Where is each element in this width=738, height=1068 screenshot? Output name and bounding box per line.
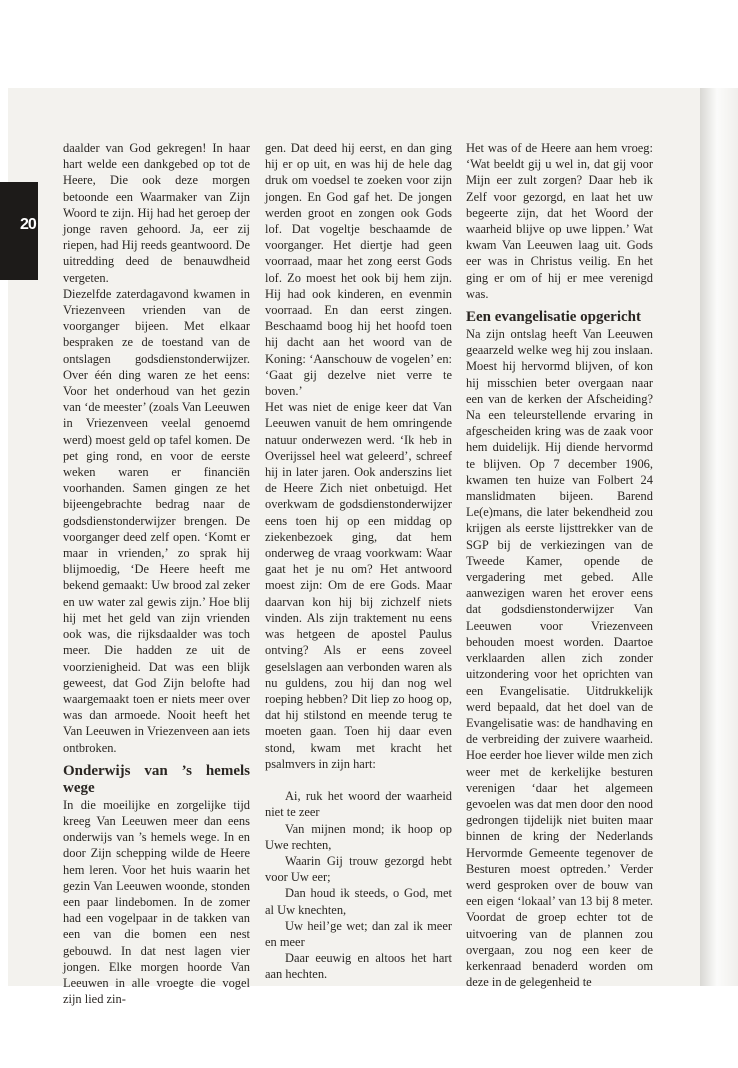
paragraph: Diezelfde zaterdagavond kwamen in Vriezenveen vrienden van de voorganger bijeen. Met elkaar bespraken ze de toestand van de ontslagen godsdienstonderwijzer. Over één ding waren ze het eens: Voor het onderhoud van het gezin van ‘de meester’ (zoals Van Leeuwen in Vriezenveen veelal genoemd werd) moest geld op tafel komen. De pet ging rond, en voor de eerste weken waren er financiën voorhanden. Samen gingen ze het bijeengebrachte bedrag naar de godsdienstonderwijzer brengen. De voorganger deed zelf open. ‘Komt er maar in vrienden,’ zo sprak hij blijmoedig, ‘De Heere heeft me bekend gemaakt: Uw brood zal zeker en uw water zal gewis zijn.’ Hoe blij hij met het geld van zijn vrienden ook was, die rijksdaalder was toch meer. Die hadden ze uit de voorzienigheid. Dat was een blijk geweest, dat God Zijn belofte had waargemaakt toen er niets meer over was dan armoede. Nooit heeft het Van Leeuwen in Vriezenveen aan iets ontbroken. (63, 286, 250, 755)
page-number: 20 (20, 216, 36, 233)
spacer (265, 772, 452, 788)
psalm-verse-line: Waarin Gij trouw gezorgd hebt voor Uw eer; (265, 853, 452, 885)
text-column-1 (63, 140, 250, 1007)
paragraph: daalder van God gekregen! In haar hart welde een dankgebed op tot de Heere, Die ook deze morgen betoonde een Waarmaker van Zijn Woord te zijn. Hij had het geroep der jonge raven gehoord. Ja, eer zij riepen, had Hij reeds geantwoord. De uitredding deed de benauwdheid vergeten. (63, 141, 250, 285)
paragraph: gen. Dat deed hij eerst, en dan ging hij er op uit, en was hij de hele dag druk om voedsel te zoeken voor zijn jongen. En God gaf het. De jongen werden groot en zongen ook Gods lof. Dat vogeltje beschaamde de voorganger. Het diertje had geen voorraad, maar het zong eerst Gods lof. Zo moest het ook bij hem zijn. Hij had ook kinderen, en evenmin voorraad. En dan eerst zingen. Beschaamd boog hij het hoofd toen hij dacht aan het woord van de Koning: ‘Aanschouw de vogelen’ en: ‘Gaat gij dezelve niet verre te boven.’ (265, 141, 452, 399)
psalm-verse-line: Daar eeuwig en altoos het hart aan hechten. (265, 951, 452, 982)
paragraph: Het was niet de enige keer dat Van Leeuwen vanuit de hem omringende natuur onderwezen werd. ‘Ik heb in Overijssel heel wat geleerd’, schreef hij in later jaren. Ook anderszins liet de Heere Zich niet onbetuigd. Het overkwam de godsdienstonderwijzer eens toen hij op een middag op ziekenbezoek ging, dat hem onderweg de vraag voorkwam: Waar gaat het je nu om? Het antwoord moest zijn: Om de ere Gods. Maar daarvan kon hij bij zichzelf niets vinden. Als zijn traktement nu eens was hetgeen de apostel Paulus ontving? Als er eens zoveel geselslagen aan verbonden waren als nu guldens, zou hij dan nog wel roeping hebben? Dit liep zo hoog op, dat hij stilstond en meende terug te moeten gaan. Toen hij daar even stond, kwam met kracht het psalmvers in zijn hart: (265, 400, 452, 771)
section-heading: Onderwijs van ’s hemels wege (63, 762, 250, 796)
paragraph: Het was of de Heere aan hem vroeg: ‘Wat beeldt gij u wel in, dat gij voor Mijn eer zult zorgen? Daar heb ik Zelf voor gezorgd, en laat het uw begeerte zijn, dat het Woord der waarheid blijve op uwe lippen.’ Wat kwam Van Leeuwen laag uit. Gods eer was in Christus veilig. En het ging er om of hij er mee verenigd was. (466, 141, 653, 301)
paragraph: In die moeilijke en zorgelijke tijd kreeg Van Leeuwen meer dan eens onderwijs van ’s hemels wege. In en door Zijn schepping wilde de Heere hem leren. Voor het huis waarin het gezin Van Leeuwen woonde, stonden een paar lindebomen. In de zomer had een vogelpaar in de takken van een van die bomen een nest gebouwd. In dat nest lagen vier jongen. Elke morgen hoorde Van Leeuwen in alle vroegte die vogel zijn lied zin- (63, 797, 250, 1007)
adjacent-page-edge (700, 88, 738, 986)
psalm-verse-line: Ai, ruk het woord der waarheid niet te zeer (265, 789, 452, 820)
section-heading: Een evangelisatie opgericht (466, 309, 641, 326)
text-column-3 (466, 140, 653, 990)
paragraph: Na zijn ontslag heeft Van Leeuwen geaarzeld welke weg hij zou inslaan. Moest hij hervormd blijven, of kon hij misschien beter overgaan naar een van de kerken der Afscheiding? Na een teleurstellende ervaring in afgescheiden kring was de zaak voor hem duidelijk. Hij diende hervormd te blijven. Op 7 december 1906, kwamen ten huize van Folbert 24 manslidmaten bijeen. Barend Le(e)mans, die later bekendheid zou krijgen als eerste lijsttrekker van de SGP bij de verkiezingen van de Tweede Kamer, opende de vergadering met gebed. Alle aanwezigen waren het erover eens dat godsdienstonderwijzer Van Leeuwen voor Vriezenveen behouden moest worden. Daartoe verklaarden allen zich zonder uitzondering voor het oprichten van een Evangelisatie. Uitdrukkelijk werd bepaald, dat het doel van de Evangelisatie was: de handhaving en de verbreiding der zuivere waarheid. Hoe eerder hoe liever wilde men zich weer met de kerkelijke besturen verenigen ‘daar het algemeen gevoelen was dat men door den nood gedrongen tijdelijk niet buiten maar binnen de kring der Nederlands Hervormde Gemeente tegenover de Besturen moest optreden.’ Verder werd gesproken over de bouw van een eigen ‘lokaal’ van 13 bij 8 meter. Voordat de groep echter tot de uitvoering van de plannen zou overgaan, zou nog een keer de kerkenraad benaderd worden om deze in de gelegenheid te (466, 327, 653, 990)
psalm-verse-line: Van mijnen mond; ik hoop op Uwe rechten, (265, 821, 452, 852)
psalm-verse-line: Uw heil’ge wet; dan zal ik meer en meer (265, 918, 452, 949)
psalm-verse-line: Dan houd ik steeds, o God, met al Uw knechten, (265, 886, 452, 917)
text-column-2 (265, 140, 452, 983)
